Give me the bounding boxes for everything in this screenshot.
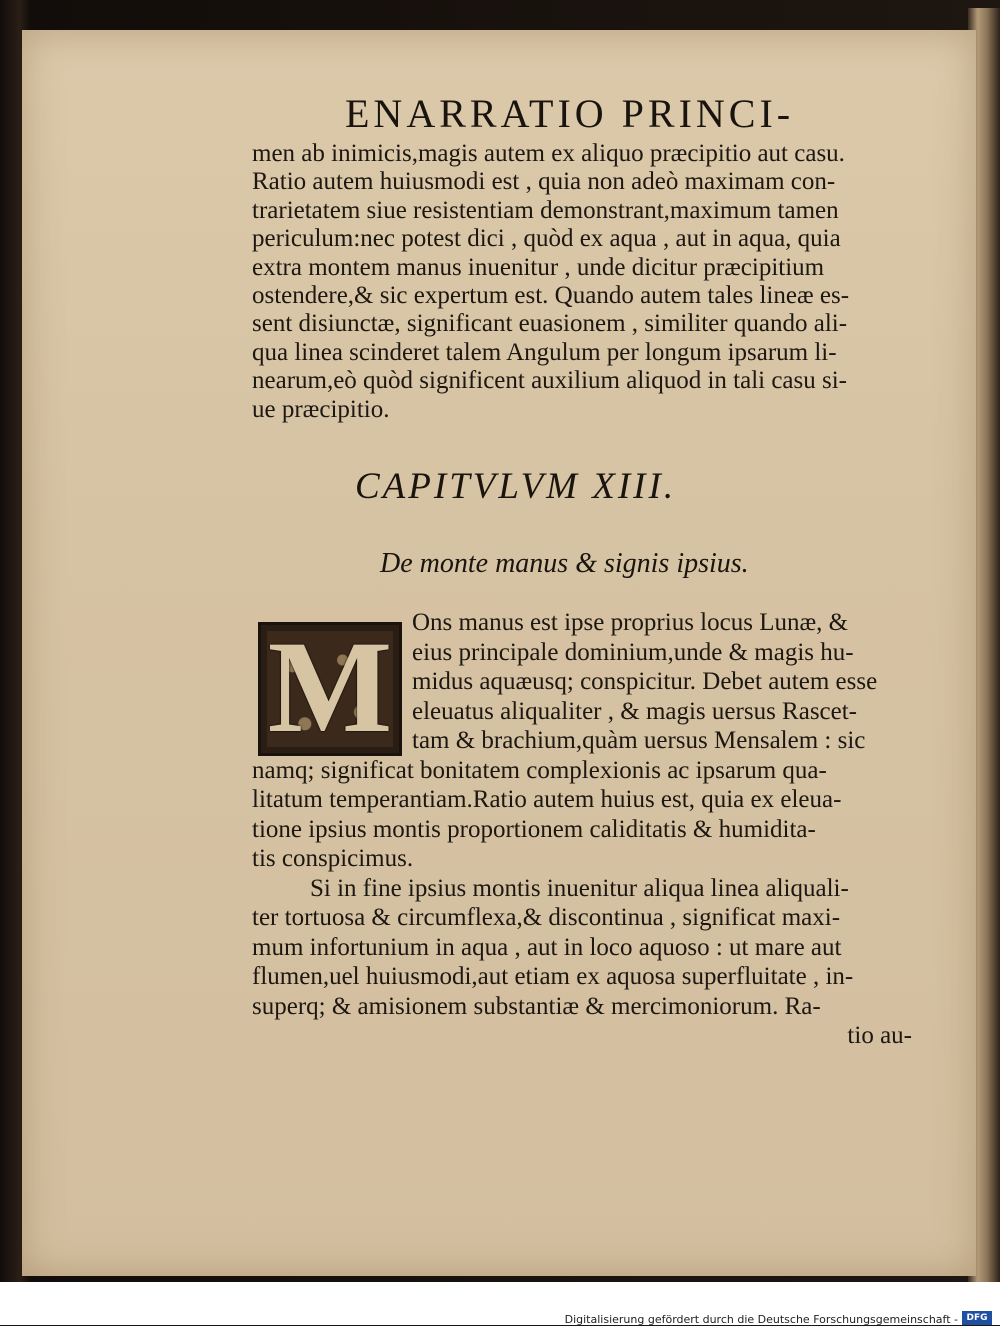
body-paragraphs bbox=[252, 608, 922, 1051]
text-line: Ons manus est ipse proprius locus Lunæ, & bbox=[412, 609, 849, 636]
catchword: tio au- bbox=[847, 1022, 912, 1049]
text-line: tis conspicimus. bbox=[252, 845, 414, 872]
text-line: superq; & amisionem substantiæ & mercimoniorum. Ra- bbox=[252, 992, 821, 1020]
text-line: litatum temperantiam.Ratio autem huius est, quia ex eleua- bbox=[252, 786, 842, 813]
text-line: eleuatus aliqualiter , & magis uersus Rascet- bbox=[412, 697, 858, 725]
text-line: sent disiunctæ, significant euasionem , similiter quando ali- bbox=[252, 310, 848, 338]
text-line: namq; significat bonitatem complexionis ac ipsarum qua- bbox=[252, 756, 827, 784]
text-line: eius principale dominium,unde & magis hu- bbox=[412, 638, 854, 666]
text-line: periculum:nec potest dici , quòd ex aqua , aut in aqua, quia bbox=[252, 225, 841, 253]
footer-bar bbox=[0, 1282, 1000, 1325]
text-line: flumen,uel huiusmodi,aut etiam ex aquosa superfluitate , in- bbox=[252, 963, 854, 990]
text-line: men ab inimicis,magis autem ex aliquo præcipitio aut casu. bbox=[252, 140, 845, 167]
text-line: qua linea scinderet talem Angulum per longum ipsarum li- bbox=[252, 338, 837, 366]
text-line: ue præcipitio. bbox=[252, 395, 390, 423]
text-line: midus aquæusq; conspicitur. Debet autem esse bbox=[412, 668, 878, 695]
dfg-logo-icon: DFG bbox=[962, 1311, 992, 1325]
text-line: trarietatem siue resistentiam demonstrant,maximum tamen bbox=[252, 196, 839, 224]
text-line: Ratio autem huiusmodi est , quia non adeò maximam con- bbox=[252, 168, 836, 196]
text-line: Si in fine ipsius montis inuenitur aliqua linea aliquali- bbox=[310, 874, 849, 902]
text-line: tam & brachium,quàm uersus Mensalem : sic bbox=[412, 727, 866, 754]
chapter-subtitle: De monte manus & signis ipsius. bbox=[380, 548, 749, 579]
text-line: mum infortunium in aqua , aut in loco aquoso : ut mare aut bbox=[252, 933, 842, 961]
chapter-title: CAPITVLVM XIII. bbox=[355, 466, 677, 507]
footer-credit: Digitalisierung gefördert durch die Deutsche Forschungsgemeinschaft - bbox=[564, 1313, 958, 1326]
initial-letter: M bbox=[267, 622, 393, 756]
text-line: ter tortuosa & circumflexa,& discontinua , significat maxi- bbox=[252, 904, 841, 931]
text-line: nearum,eò quòd significent auxilium aliquod in tali casu si- bbox=[252, 367, 848, 395]
top-paragraph bbox=[252, 140, 922, 424]
text-line: extra montem manus inuenitur , unde dicitur præcipitium bbox=[252, 253, 825, 281]
running-head: ENARRATIO PRINCI- bbox=[345, 91, 795, 136]
text-line: ostendere,& sic expertum est. Quando autem tales lineæ es- bbox=[252, 281, 850, 309]
text-line: tione ipsius montis proportionem caliditatis & humidita- bbox=[252, 815, 816, 843]
